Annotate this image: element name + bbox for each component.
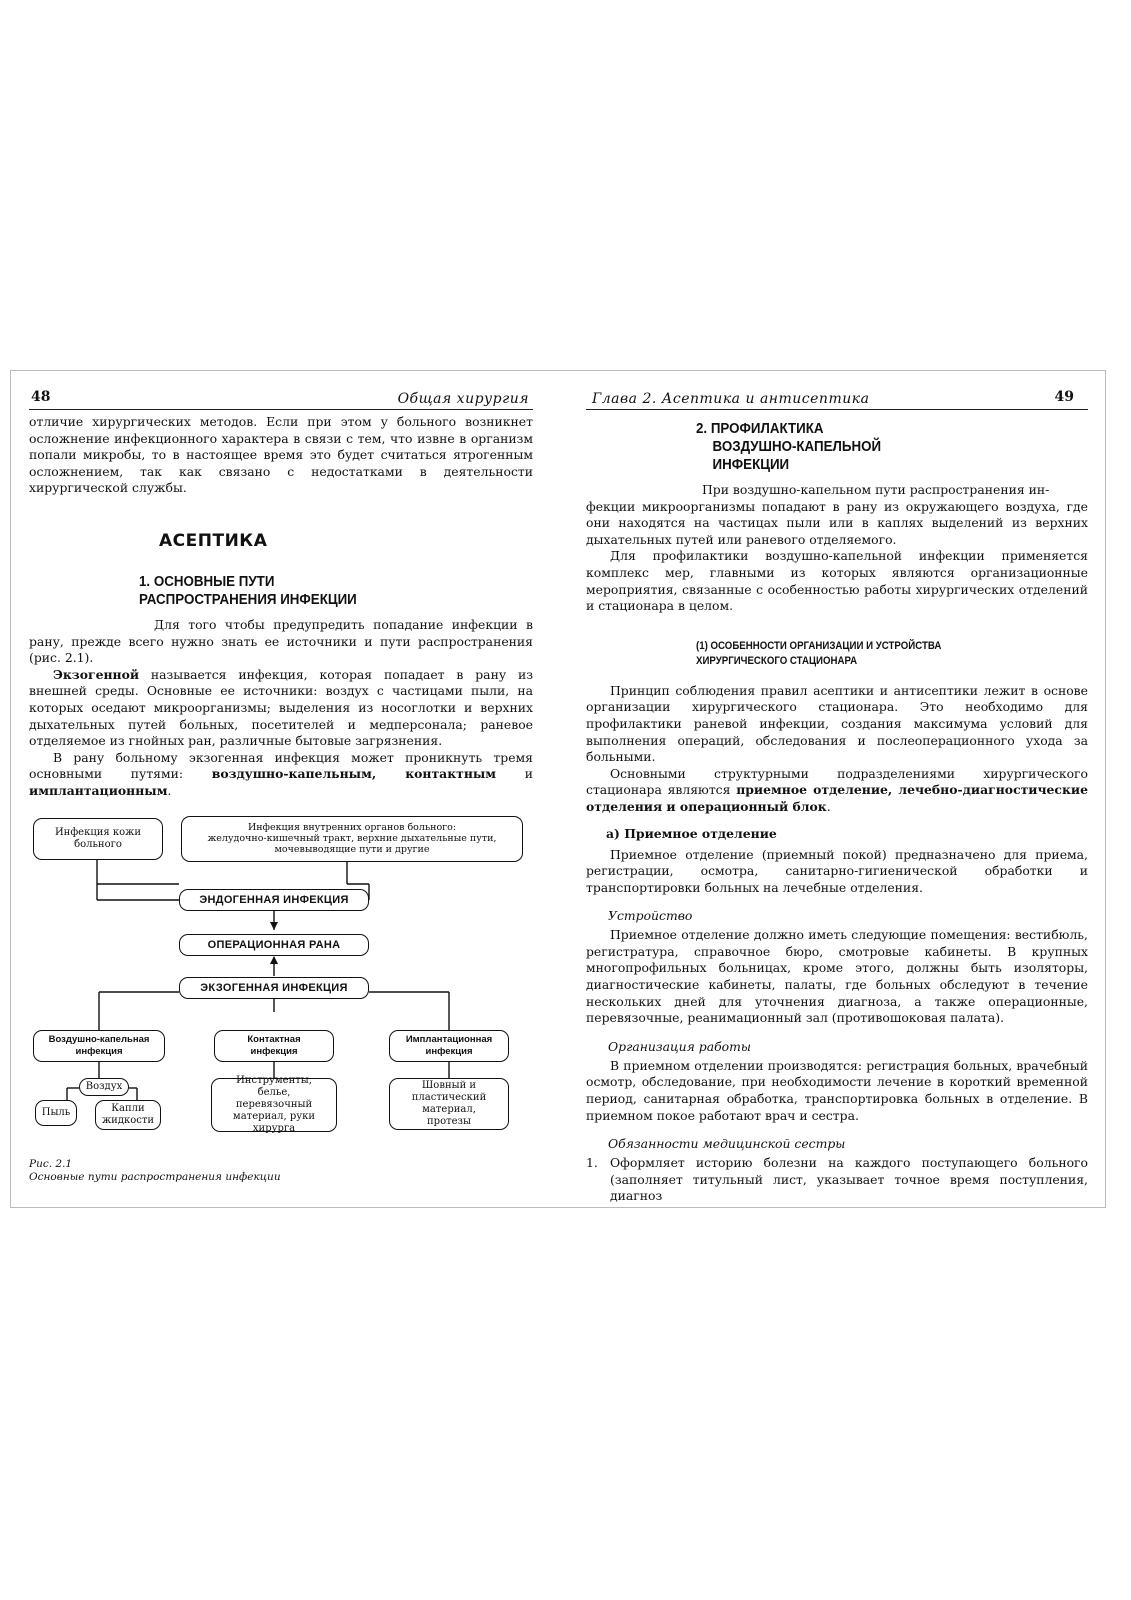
subhead-line2: ХИРУРГИЧЕСКОГО СТАЦИОНАРА [696,654,858,667]
duties-heading: Обязанности медицинской сестры [608,1136,846,1152]
left-running-head [29,387,533,410]
exogenous-label: ЭКЗОГЕННАЯ ИНФЕКЦИЯ [200,981,348,994]
implant-label: Имплантационная инфекция [405,1033,493,1057]
endogenous-infection-box [179,889,369,911]
infection-pathways-diagram [29,812,529,1154]
duties-list-item [586,1155,1088,1205]
subhead-line1: (1) ОСОБЕННОСТИ ОРГАНИЗАЦИИ И УСТРОЙСТВА [696,639,942,652]
suture-box [389,1078,509,1130]
device-heading: Устройство [608,908,693,924]
page-number-right: 49 [1054,389,1074,405]
airborne-infection-box [33,1030,165,1062]
three-ways-start: В рану больному экзогенная инфекция может проникнуть тремя основными путями: [29,749,533,782]
implant-infection-box [389,1030,509,1062]
contact-infection-box [214,1030,334,1062]
internal-infection-box [181,816,523,862]
caption-text: Основные пути распространения инфекции [29,1170,281,1183]
three-ways-bold1: воздушно-капельным, контактным [211,766,497,782]
right-paragraph-6: Приемное отделение должно иметь следующие помещения: вестибюль, регистратура, справочное бюро, смотровые кабинеты. В крупных многопрофильных больницах, кроме этого, должны быть изоляторы, диагностические кабинеты, палаты, где больных обследуют в течение нескольких дней для уточнения диагноза, а также операционные, перевязочные, реанимационный зал (противошоковая палата). [586,927,1088,1026]
internal-infection-body: желудочно-кишечный тракт, верхние дыхательные пути, мочевыводящие пути и другие [207,833,497,855]
dust-label: Пыль [41,1106,71,1118]
page-number-left: 48 [31,389,51,405]
right-paragraph-3: Принцип соблюдения правил асептики и антисептики лежит в основе организации хирургического стационара. Это необходимо для профилактики раневой инфекции, создания максимума условий для выполнения операций, обследования и послеоперационного ухода за больными. [586,682,1088,765]
three-ways-end: . [167,782,172,798]
right-paragraph-1: фекции микроорганизмы попадают в рану из окружающего воздуха, где они находятся на частицах пыли или в каплях выделений из верхних дыхательных путей или раневого отделяемого. [586,498,1088,547]
para4-end: . [826,798,831,814]
list-item-text: Оформляет историю болезни на каждого поступающего больного (заполняет титульный лист, указывает точное время поступления, диагноз [610,1155,1088,1204]
book-spread [10,370,1106,1208]
subsection-title-line2: РАСПРОСТРАНЕНИЯ ИНФЕКЦИИ [139,591,357,608]
wound-label: ОПЕРАЦИОННАЯ РАНА [207,938,341,951]
right-paragraph-2: Для профилактики воздушно-капельной инфекции применяется комплекс мер, главными из которых являются организационные мероприятия, связанные с особенностью работы хирургических отделений и стационара в целом. [586,548,1088,614]
droplets-box [95,1100,161,1130]
paragraph-1-text: Для того чтобы предупредить попадание инфекции в рану, прежде всего нужно знать ее источники и пути распространения (рис. 2.1). [29,616,533,666]
work-heading: Организация работы [608,1038,751,1054]
droplets-label: Капли жидкости [101,1102,155,1126]
subhead-organization [696,639,1041,669]
operation-wound-box [179,934,369,956]
exogenous-infection-box [179,977,369,999]
section-title-asepsis: АСЕПТИКА [159,530,268,551]
caption-label: Рис. 2.1 [29,1157,73,1170]
left-page [11,371,551,1207]
right-page [576,371,1106,1207]
paragraph-exogenous-text: называется инфекция, которая попадает в рану из внешней среды. Основные ее источники: воздух с частицами пыли, на которых оседают микроорганизмы; выделения из носоглотки и верхних дыхательных путей больных, посетителей и медперсонала; раневое отделяемое из гнойных ран, различные бытовые загрязнения. [29,666,533,749]
endogenous-label: ЭНДОГЕННАЯ ИНФЕКЦИЯ [199,893,349,906]
intro-paragraph: отличие хирургических методов. Если при этом у больного возникнет осложнение инфекционного характера в связи с тем, что извне в организм попали микробы, то в настоящее время это будет считаться ятрогенным осложнением, так как связано с недостатками в деятельности хирургической службы. [29,414,533,496]
air-label: Воздух [85,1080,123,1092]
para4-start: Основными структурными подразделениями хирургического стационара являются [586,765,1088,798]
list-number: 1. [586,1155,598,1171]
reception-heading: а) Приемное отделение [606,825,777,841]
suture-label: Шовный и пластический материал, протезы [411,1079,487,1127]
subsection-title [139,573,501,609]
figure-caption [29,1158,533,1184]
paragraph-exogenous [29,667,533,750]
instruments-box [211,1074,337,1134]
paragraph-three-ways [29,750,533,800]
internal-infection-title: Инфекция внутренних органов больного: [247,822,457,833]
right-paragraph-5: Приемное отделение (приемный покой) предназначено для приема, регистрации, осмотра, санитарно-гигиенической обработки и транспортировки больных на лечебные отделения. [586,846,1088,895]
three-ways-mid: и [496,766,534,782]
instruments-label: Инструменты, белье, перевязочный материал, руки хирурга [232,1074,316,1134]
para4-bold: приемное отделение, лечебно-диагностические отделения и операционный блок [586,782,1088,814]
subsection-title-line1: 1. ОСНОВНЫЕ ПУТИ [139,573,275,590]
air-box [79,1078,129,1096]
exogenous-term: Экзогенной [53,666,140,682]
airborne-label: Воздушно-капельная инфекция [48,1033,150,1057]
prophylaxis-title-line3: ИНФЕКЦИИ [712,457,790,473]
running-title-left: Общая хирургия [397,391,529,407]
right-paragraph-1-lead: При воздушно-капельном пути распространения ин- [702,482,1050,497]
dust-box [35,1100,77,1126]
right-running-head [586,387,1088,410]
running-title-right: Глава 2. Асептика и антисептика [592,391,870,407]
prophylaxis-title-line1: 2. ПРОФИЛАКТИКА [696,421,824,437]
right-paragraph-4 [586,766,1088,816]
skin-infection-label: Инфекция кожи больного [54,826,142,850]
prophylaxis-title-line2: ВОЗДУШНО-КАПЕЛЬНОЙ [712,439,882,455]
right-paragraph-7: В приемном отделении производятся: регистрация больных, врачебный осмотр, обследование, при необходимости лечение в короткий временной период, санитарная обработка, транспортировка больных в отделение. В приемном покое работают врач и сестра. [586,1057,1088,1123]
three-ways-bold2: имплантационным [29,782,168,798]
contact-label: Контактная инфекция [247,1033,301,1057]
paragraph-1 [29,617,533,667]
skin-infection-box [33,818,163,860]
section-title-prophylaxis [696,420,1057,474]
